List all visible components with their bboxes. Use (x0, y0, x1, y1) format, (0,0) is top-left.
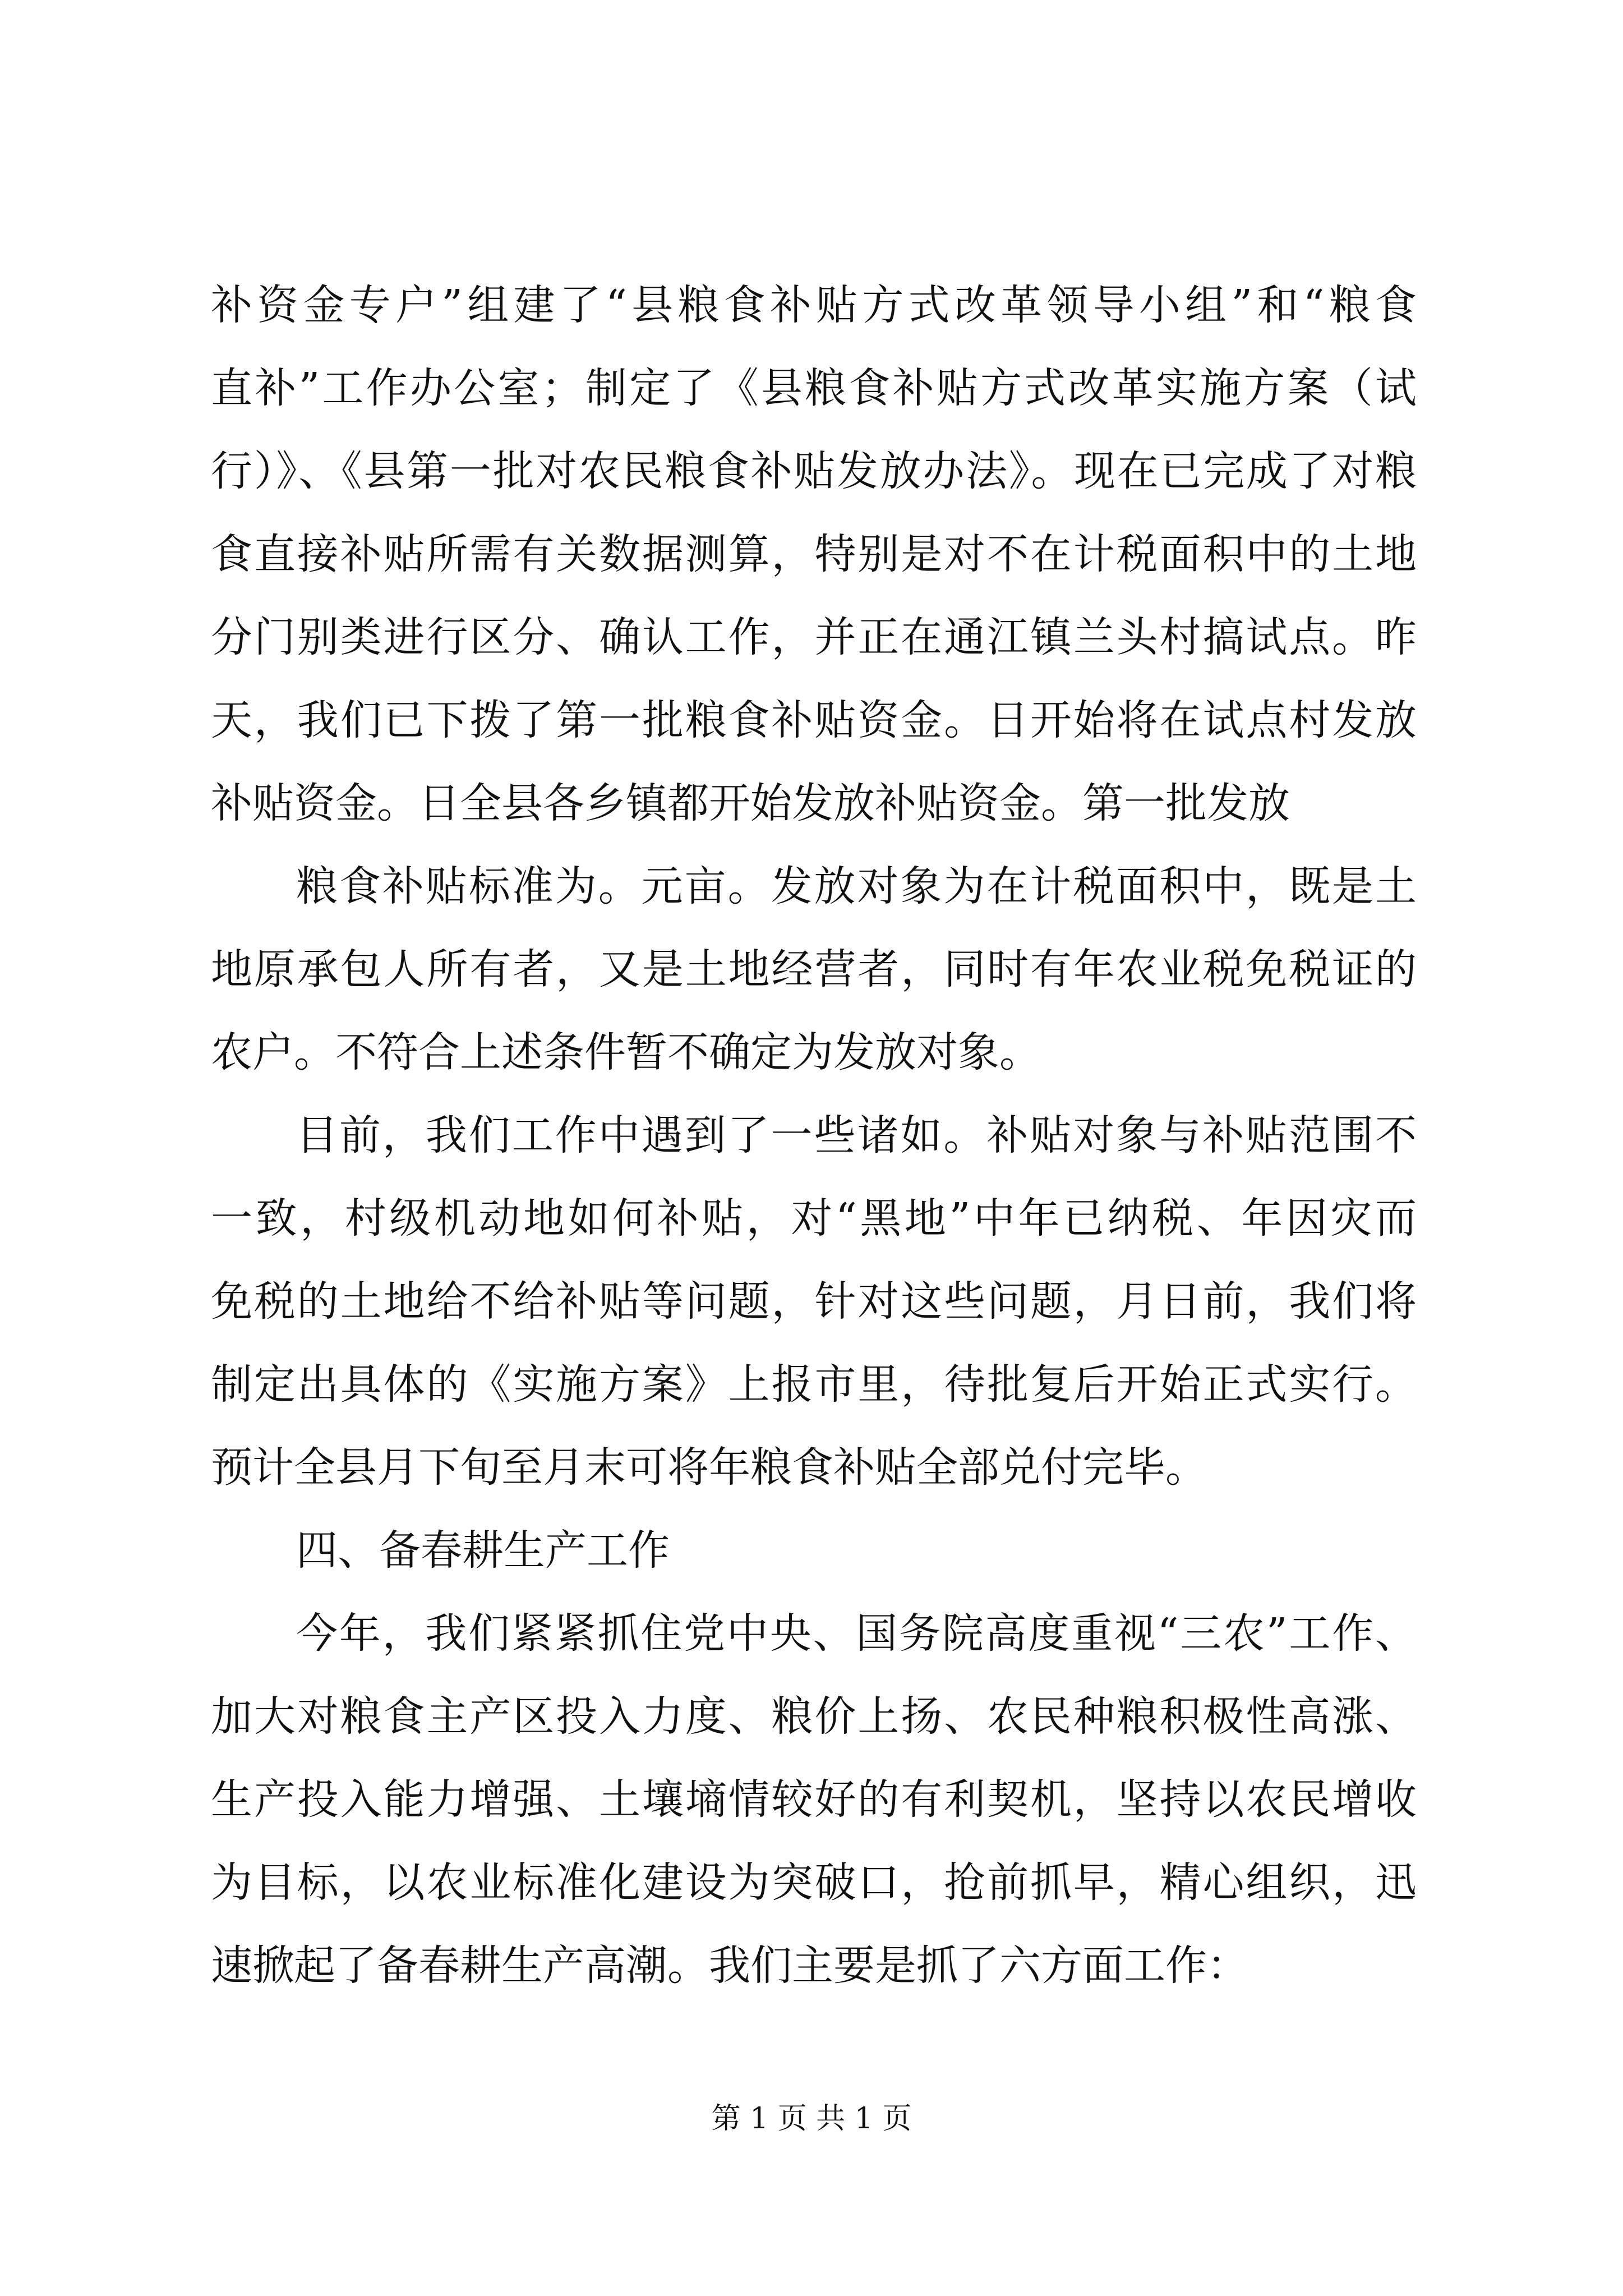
text-line: 生产投入能力增强、土壤墒情较好的有利契机，坚持以农民增收 (211, 1775, 1417, 1824)
text-line: 为目标，以农业标准化建设为突破口，抢前抓早，精心组织，迅 (211, 1858, 1417, 1907)
text-line: 目前，我们工作中遇到了一些诸如。补贴对象与补贴范围不 (296, 1111, 1417, 1159)
text-line: 加大对粮食主产区投入力度、粮价上扬、农民种粮积极性高涨、 (211, 1692, 1417, 1741)
text-line: 直补”工作办公室；制定了《县粮食补贴方式改革实施方案（试 (211, 364, 1417, 412)
text-line: 一致，村级机动地如何补贴，对“黑地”中年已纳税、年因灾而 (211, 1194, 1417, 1243)
text-line: 农户。不符合上述条件暂不确定为发放对象。 (211, 1028, 1041, 1076)
text-line: 制定出具体的《实施方案》上报市里，待批复后开始正式实行。 (211, 1360, 1417, 1409)
document-body (211, 264, 1417, 2007)
text-line: 分门别类进行区分、确认工作，并正在通江镇兰头村搞试点。昨 (211, 613, 1417, 661)
text-line: 补资金专户”组建了“县粮食补贴方式改革领导小组”和“粮食 (211, 281, 1417, 329)
text-line: 食直接补贴所需有关数据测算，特别是对不在计税面积中的土地 (211, 530, 1417, 578)
text-line: 免税的土地给不给补贴等问题，针对这些问题，月日前，我们将 (211, 1277, 1417, 1326)
text-line: 今年，我们紧紧抓住党中央、国务院高度重视“三农”工作、 (296, 1609, 1417, 1658)
text-line: 地原承包人所有者，又是土地经营者，同时有年农业税免税证的 (211, 945, 1417, 993)
text-line: 行）》、《县第一批对农民粮食补贴发放办法》。现在已完成了对粮 (211, 447, 1417, 495)
text-line: 天，我们已下拨了第一批粮食补贴资金。日开始将在试点村发放 (211, 696, 1417, 744)
text-line: 粮食补贴标准为。元亩。发放对象为在计税面积中，既是土 (296, 862, 1417, 910)
text-line: 预计全县月下旬至月末可将年粮食补贴全部兑付完毕。 (211, 1443, 1207, 1492)
page-number-footer: 第 1 页 共 1 页 (711, 2102, 912, 2136)
text-line: 速掀起了备春耕生产高潮。我们主要是抓了六方面工作： (211, 1941, 1248, 1990)
section-heading: 四、备春耕生产工作 (296, 1526, 670, 1575)
text-line: 补贴资金。日全县各乡镇都开始发放补贴资金。第一批发放 (211, 779, 1290, 827)
